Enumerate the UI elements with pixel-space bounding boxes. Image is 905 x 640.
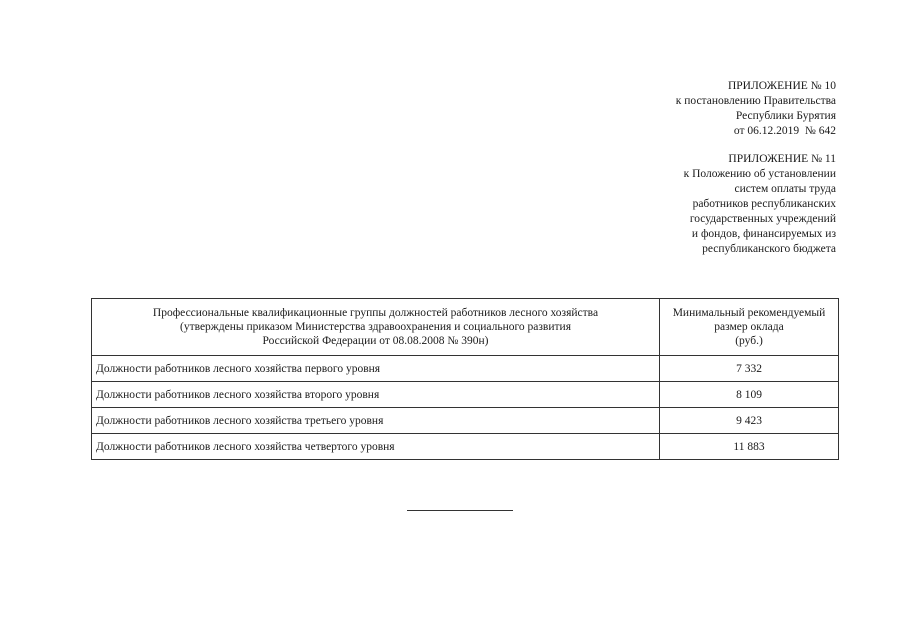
row-name-cell: Должности работников лесного хозяйства первого уровня: [92, 356, 660, 382]
header-groups-line: Российской Федерации от 08.08.2008 № 390н): [262, 335, 489, 347]
row-name-cell: Должности работников лесного хозяйства третьего уровня: [92, 408, 660, 434]
appendix-10-date: от 06.12.2019 № 642: [733, 125, 836, 137]
row-name-cell: Должности работников лесного хозяйства четвертого уровня: [92, 434, 660, 460]
appendix-11-line: и фондов, финансируемых из: [691, 228, 836, 240]
table-row: [92, 356, 839, 382]
appendix-11-title: ПРИЛОЖЕНИЕ № 11: [728, 153, 836, 165]
table-header-row: [92, 299, 839, 356]
appendix-11-line: работников республиканских: [692, 198, 836, 210]
row-value-cell: 7 332: [660, 356, 839, 382]
header-salary-line: (руб.): [735, 335, 763, 347]
row-value-cell: 8 109: [660, 382, 839, 408]
end-of-document-rule: [407, 510, 513, 511]
header-groups-line: (утверждены приказом Министерства здравоохранения и социального развития: [179, 321, 571, 333]
appendix-10-block: [676, 79, 836, 139]
appendix-11-block: [684, 152, 836, 257]
table-row: [92, 382, 839, 408]
header-salary-line: Минимальный рекомендуемый: [672, 307, 826, 319]
appendix-11-line: республиканского бюджета: [702, 243, 836, 255]
row-value-cell: 11 883: [660, 434, 839, 460]
row-name-cell: Должности работников лесного хозяйства второго уровня: [92, 382, 660, 408]
header-salary-line: размер оклада: [714, 321, 784, 333]
table-row: [92, 434, 839, 460]
header-groups-line: Профессиональные квалификационные группы должностей работников лесного хозяйства: [152, 307, 599, 319]
table-row: [92, 408, 839, 434]
row-value-cell: 9 423: [660, 408, 839, 434]
header-salary-cell: [660, 299, 839, 356]
appendix-11-line: систем оплаты труда: [734, 183, 836, 195]
header-groups-cell: [92, 299, 660, 356]
salary-table: [91, 298, 839, 460]
appendix-11-line: государственных учреждений: [689, 213, 836, 225]
appendix-10-line: Республики Бурятия: [735, 110, 836, 122]
appendix-10-line: к постановлению Правительства: [675, 95, 836, 107]
appendix-10-title: ПРИЛОЖЕНИЕ № 10: [727, 80, 836, 92]
appendix-11-line: к Положению об установлении: [683, 168, 836, 180]
